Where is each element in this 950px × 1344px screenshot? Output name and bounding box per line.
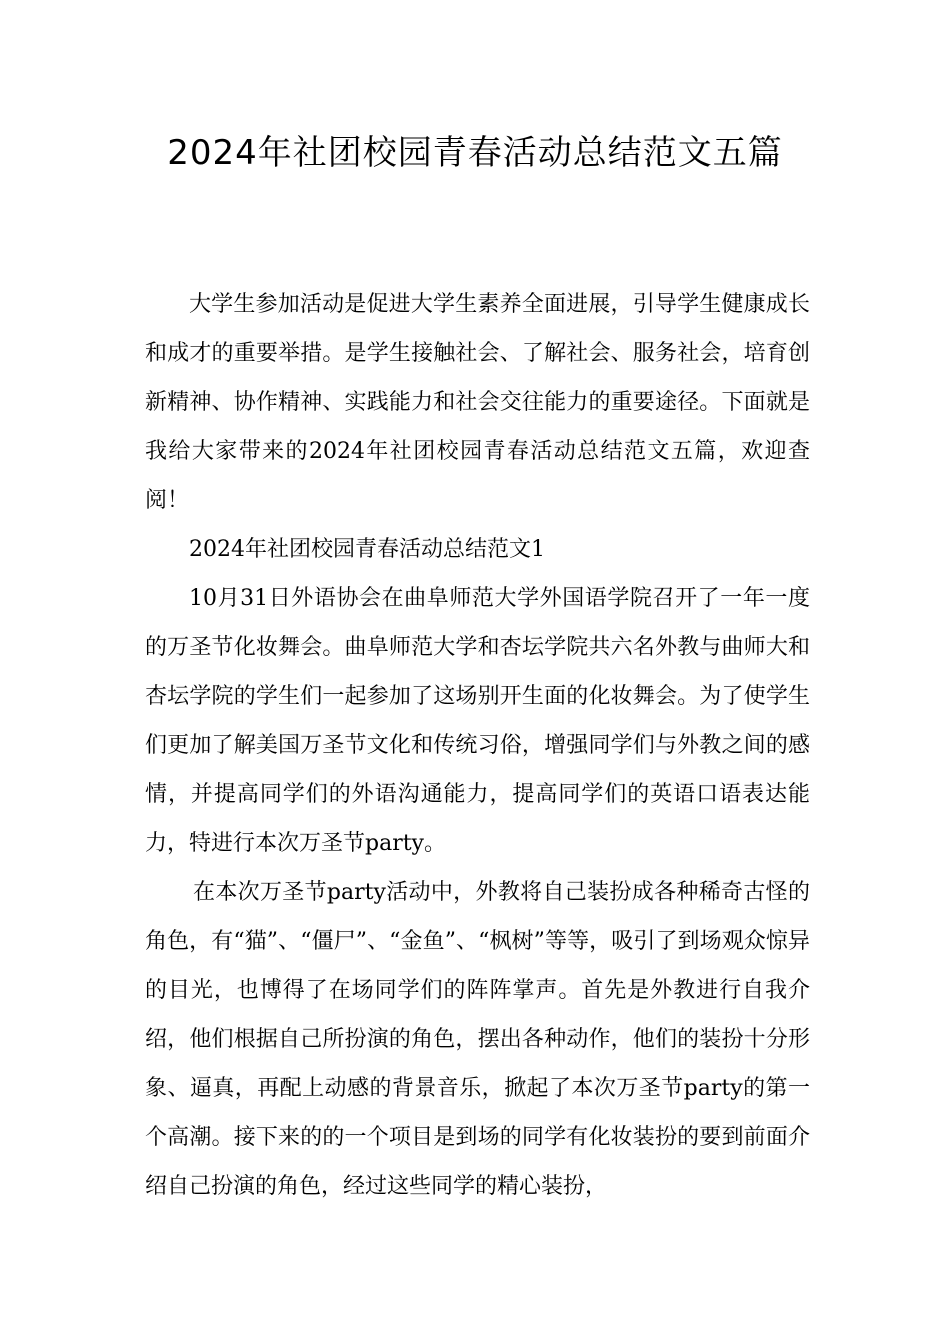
document-body <box>145 280 810 1211</box>
section-heading: 2024年社团校园青春活动总结范文1 <box>189 537 545 562</box>
body-paragraph: 在本次万圣节party活动中，外教将自己装扮成各种稀奇古怪的角色，有“猫”、“僵尸”、“金鱼”、“枫树”等等，吸引了到场观众惊异的目光，也博得了在场同学们的阵阵掌声。首先是外教进行自我介绍，他们根据自己所扮演的角色，摆出各种动作，他们的装扮十分形象、逼真，再配上动感的背景音乐，掀起了本次万圣节party的第一个高潮。接下来的的一个项目是到场的同学有化妆装扮的要到前面介绍自己扮演的角色，经过这些同学的精心装扮， <box>145 880 810 1199</box>
body-paragraph: 10月31日外语协会在曲阜师范大学外国语学院召开了一年一度的万圣节化妆舞会。曲阜师范大学和杏坛学院共六名外教与曲师大和杏坛学院的学生们一起参加了这场别开生面的化妆舞会。为了使学生们更加了解美国万圣节文化和传统习俗，增强同学们与外教之间的感情，并提高同学们的外语沟通能力，提高同学们的英语口语表达能力，特进行本次万圣节party。 <box>145 586 810 856</box>
intro-paragraph: 大学生参加活动是促进大学生素养全面进展，引导学生健康成长和成才的重要举措。是学生接触社会、了解社会、服务社会，培育创新精神、协作精神、实践能力和社会交往能力的重要途径。下面就是我给大家带来的2024年社团校园青春活动总结范文五篇，欢迎查阅！ <box>145 292 810 513</box>
document-title: 2024年社团校园青春活动总结范文五篇 <box>167 133 783 173</box>
